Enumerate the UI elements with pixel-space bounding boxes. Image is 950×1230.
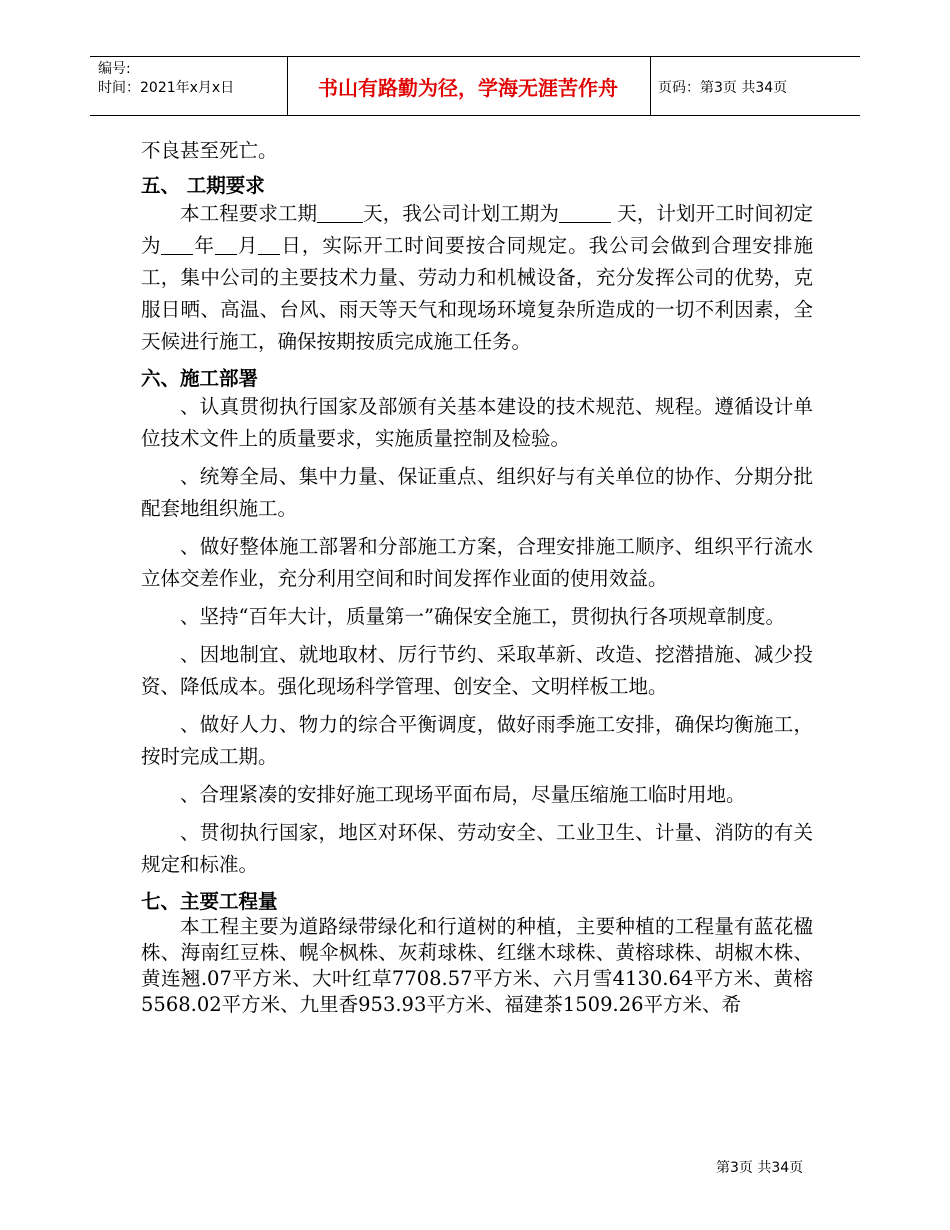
blank-day [258, 235, 280, 256]
header-time-label: 时间：2021年x月x日 [98, 80, 235, 96]
footer-page-label: 第3页 共34页 [716, 1160, 804, 1176]
schedule-text-3: 天，计划开工时间初定为 [141, 202, 813, 257]
list-item: 、合理紧凑的安排好施工现场平面布局，尽量压缩施工临时用地。 [180, 783, 746, 806]
section-heading-schedule: 五、 工期要求 [141, 174, 265, 197]
list-item: 、坚持“百年大计，质量第一”确保安全施工，贯彻执行各项规章制度。 [180, 605, 785, 628]
list-item: 、统筹全局、集中力量、保证重点、组织好与有关单位的协作、分期分批配套地组织施工。 [141, 465, 813, 520]
header-number-label: 编号: [98, 61, 131, 77]
document-body [141, 135, 813, 1018]
paragraph-continuation: 不良甚至死亡。 [141, 139, 278, 162]
blank-month [215, 235, 237, 256]
list-item: 、做好整体施工部署和分部施工方案，合理安排施工顺序、组织平行流水立体交差作业，充分利用空间和时间发挥作业面的使用效益。 [141, 535, 813, 590]
list-item: 、因地制宜、就地取材、厉行节约、采取革新、改造、挖潜措施、减少投资、降低成本。强化现场科学管理、创安全、文明样板工地。 [141, 643, 813, 698]
list-item: 、贯彻执行国家，地区对环保、劳动安全、工业卫生、计量、消防的有关规定和标准。 [141, 821, 813, 876]
header-top-rule [90, 56, 860, 57]
schedule-text-5: 月 [236, 234, 259, 257]
header-page-label: 页码：第3页 共34页 [658, 80, 788, 96]
header-bottom-rule [90, 115, 860, 116]
schedule-text-4: 年 [193, 234, 215, 257]
schedule-text-6: 日，实际开工时间要按合同规定。我公司会做到合理安排施工，集中公司的主要技术力量、劳动力和机械设备，充分发挥公司的优势，克服日晒、高温、台风、雨天等天气和现场环境复杂所造成的一切不利因素，全天候进行施工，确保按期按质完成施工任务。 [141, 234, 813, 353]
paragraph-schedule [141, 198, 813, 358]
list-item: 、做好人力、物力的综合平衡调度，做好雨季施工安排，确保均衡施工，按时完成工期。 [141, 713, 813, 768]
blank-planned-duration [559, 203, 611, 224]
section-heading-deployment: 六、施工部署 [141, 367, 259, 390]
list-item: 、认真贯彻执行国家及部颁有关基本建设的技术规范、规程。遵循设计单位技术文件上的质量要求，实施质量控制及检验。 [141, 395, 813, 450]
schedule-text-2: 天，我公司计划工期为 [363, 202, 559, 225]
section-heading-quantities: 七、主要工程量 [141, 890, 278, 913]
header-motto: 书山有路勤为径，学海无涯苦作舟 [318, 76, 618, 100]
blank-duration [317, 203, 363, 224]
paragraph-quantities: 本工程主要为道路绿带绿化和行道树的种植，主要种植的工程量有蓝花楹株、海南红豆株、幌伞枫株、灰莉球株、红继木球株、黄榕球株、胡椒木株、黄连翘.07平方米、大叶红草7708.57平方米、六月雪4130.64平方米、黄榕5568.02平方米、九里香953.93平方米、福建茶1509.26平方米、希 [141, 915, 813, 1016]
schedule-text-1: 本工程要求工期 [180, 202, 318, 225]
header-divider-right [650, 57, 651, 115]
blank-year [161, 235, 193, 256]
